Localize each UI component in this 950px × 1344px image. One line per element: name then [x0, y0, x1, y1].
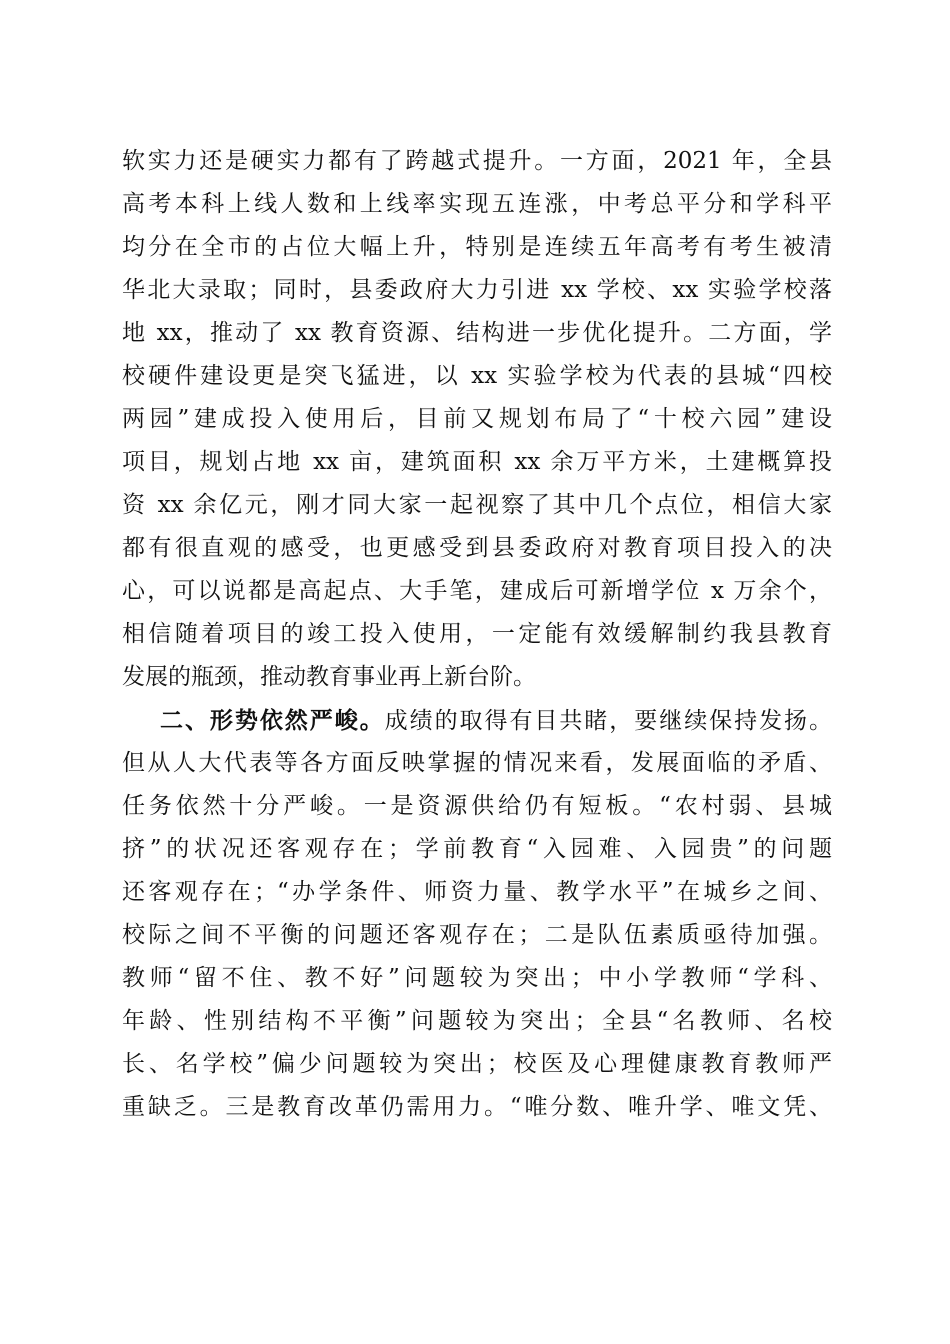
text-line: 发展的瓶颈，推动教育事业再上新台阶。 [122, 664, 536, 690]
text-line: 两园”建成投入使用后，目前又规划布局了“十校六园”建设 [122, 406, 832, 432]
paragraph-first-line [122, 699, 832, 742]
text-line: 高考本科上线人数和上线率实现五连涨，中考总平分和学科平 [122, 191, 832, 217]
text-line: 项目，规划占地 xx 亩，建筑面积 xx 余万平方米，土建概算投 [122, 449, 832, 475]
text-run: 成绩的取得有目共睹，要继续保持发扬。 [384, 708, 832, 734]
text-line: 但从人大代表等各方面反映掌握的情况来看，发展面临的矛盾、 [122, 750, 832, 776]
text-line: 相信随着项目的竣工投入使用，一定能有效缓解制约我县教育 [122, 621, 832, 647]
paragraph-achievements [122, 140, 832, 699]
text-line: 年龄、性别结构不平衡”问题较为突出；全县“名教师、名校 [122, 1008, 832, 1034]
body-text [122, 140, 832, 1129]
text-line: 都有很直观的感受，也更感受到县委政府对教育项目投入的决 [122, 535, 832, 561]
text-line: 重缺乏。三是教育改革仍需用力。“唯分数、唯升学、唯文凭、 [122, 1094, 832, 1120]
text-line: 校硬件建设更是突飞猛进，以 xx 实验学校为代表的县城“四校 [122, 363, 832, 389]
text-line: 软实力还是硬实力都有了跨越式提升。一方面，2021 年，全县 [122, 148, 832, 174]
text-line: 教师“留不住、教不好”问题较为突出；中小学教师“学科、 [122, 965, 832, 991]
text-line: 长、名学校”偏少问题较为突出；校医及心理健康教育教师严 [122, 1051, 832, 1077]
text-line: 挤”的状况还客观存在；学前教育“入园难、入园贵”的问题 [122, 836, 832, 862]
text-line: 均分在全市的占位大幅上升，特别是连续五年高考有考生被清 [122, 234, 832, 260]
text-line: 华北大录取；同时，县委政府大力引进 xx 学校、xx 实验学校落 [122, 277, 832, 303]
text-line: 资 xx 余亿元，刚才同大家一起视察了其中几个点位，相信大家 [122, 492, 832, 518]
paragraph-situation [122, 699, 832, 1129]
text-line: 还客观存在；“办学条件、师资力量、教学水平”在城乡之间、 [122, 879, 832, 905]
text-line: 任务依然十分严峻。一是资源供给仍有短板。“农村弱、县城 [122, 793, 832, 819]
text-line: 心，可以说都是高起点、大手笔，建成后可新增学位 x 万余个， [122, 578, 832, 604]
text-line: 地 xx，推动了 xx 教育资源、结构进一步优化提升。二方面，学 [122, 320, 832, 346]
section-heading: 二、形势依然严峻。 [160, 707, 385, 734]
text-line: 校际之间不平衡的问题还客观存在；二是队伍素质亟待加强。 [122, 922, 832, 948]
